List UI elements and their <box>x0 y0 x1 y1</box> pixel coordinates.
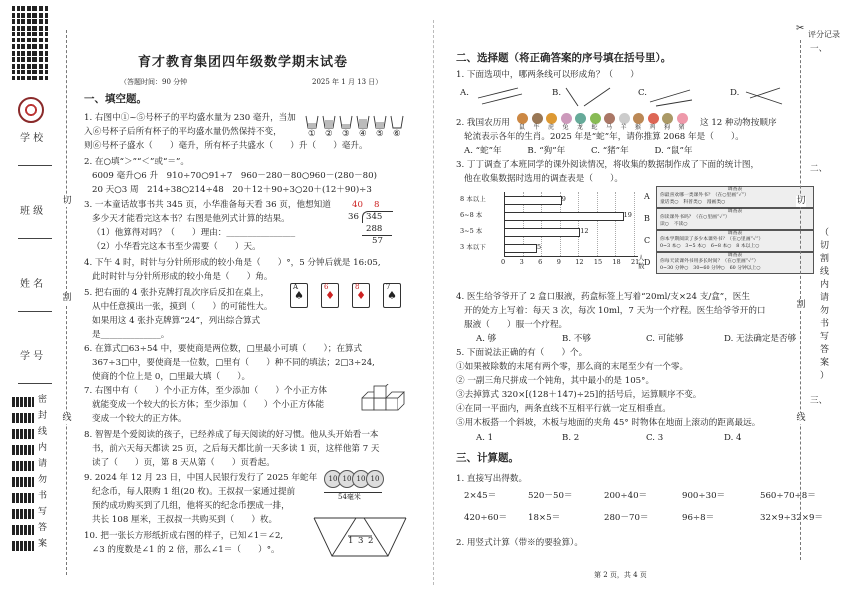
chart-bar <box>504 196 562 205</box>
division-quotient: 8 <box>374 200 380 210</box>
q9-line: 预约成功购买到了几组，他将买的纪念币摆成一排， <box>92 501 290 511</box>
zodiac-name: 鼠 <box>519 124 526 131</box>
survey-options: 0~30 分钟○ 30~60 分钟○ 60 分钟以上○ <box>660 265 761 271</box>
chart-xlabel: 人数 <box>638 254 645 271</box>
section-2-title: 二、选择题（将正确答案的序号填在括号里）。 <box>456 52 672 64</box>
zodiac-animal <box>632 113 645 131</box>
chart-x-tick: 6 <box>538 258 543 266</box>
zodiac-name: 猪 <box>678 124 685 131</box>
s2q3-line: 他在收集数据时选用的调查表是（ ）。 <box>464 174 623 184</box>
cup-label: ① <box>308 129 316 139</box>
seal-char: 勿 <box>38 475 48 485</box>
option-label: D. <box>730 88 740 98</box>
survey-letter: B <box>644 214 650 223</box>
seal-block <box>12 461 34 471</box>
chart-x-tick: 3 <box>519 258 524 266</box>
angle-label: 1 <box>348 536 354 546</box>
division-quotient: 40 <box>352 200 363 210</box>
seal-char: 请 <box>38 459 48 469</box>
chart-gridline <box>578 192 579 256</box>
coin-length: 54毫米 <box>338 493 361 501</box>
scissors-icon: ✂ <box>796 23 805 34</box>
s2q5-line: 5. 下面说法正确的有（ ）个。 <box>456 348 588 358</box>
seal-block <box>12 429 34 439</box>
zodiac-name: 狗 <box>664 124 671 131</box>
seal-char: 答 <box>38 523 48 533</box>
zodiac-animal <box>574 113 587 131</box>
seal-block <box>12 541 34 551</box>
zodiac-face <box>662 113 673 124</box>
seal-char: 密 <box>38 395 48 405</box>
chart-x-tick: 12 <box>575 258 584 266</box>
seal-char: 案 <box>38 539 48 549</box>
id-label: 学 号 <box>20 351 44 362</box>
s2q4-option: B. 不够 <box>562 334 591 344</box>
school-line <box>18 165 52 166</box>
seal-row <box>12 427 50 441</box>
q2-line: 6009 毫升○6 升 910÷70○91÷7 960－280－80○960－(280－80) <box>92 171 377 181</box>
zodiac-animal <box>589 113 602 131</box>
q9-line: 9. 2024 年 12 月 23 日，中国人民银行发行了 2025 年蛇年 <box>84 473 318 483</box>
s2q5-option: C. 3 <box>646 433 664 443</box>
chart-gridline <box>634 192 635 256</box>
score-mark: 一、 <box>810 44 828 54</box>
card-suit: ♠ <box>294 289 304 302</box>
note-char: 勿 <box>820 306 830 316</box>
calc-item: 900÷30＝ <box>682 491 726 501</box>
division-dividend: 345 <box>366 212 383 222</box>
survey-question: 你每天读课外书用多长时间？（在○里画“✓”） <box>660 259 759 265</box>
seal-row <box>12 395 50 409</box>
seal-char: 内 <box>38 443 48 453</box>
long-division-figure <box>348 200 408 248</box>
note-char: 线 <box>820 267 830 277</box>
zodiac-face <box>575 113 586 124</box>
cube-svg <box>360 384 414 418</box>
note-char: 案 <box>820 358 830 368</box>
zodiac-animal <box>545 113 558 131</box>
chart-category: 6~8 本 <box>460 211 483 219</box>
q2-line: 20 天○3 周 214÷38○214÷48 20＋12＋90÷3○20＋(12＋90)÷3 <box>92 185 372 195</box>
cube-figure <box>360 384 414 422</box>
survey-table <box>656 186 814 208</box>
note-char: 内 <box>820 280 830 290</box>
chart-bar <box>504 212 624 221</box>
card-rank: 8 <box>355 283 360 291</box>
option-label: B. <box>552 88 562 98</box>
zodiac-face <box>619 113 630 124</box>
score-mark: 二、 <box>810 164 828 174</box>
zodiac-face <box>590 113 601 124</box>
calc-item: 2×45＝ <box>464 491 497 501</box>
q3-line: （1）他算得对吗？（ ）理由：________________ <box>92 228 296 238</box>
s2q5-item: ⑤用木板搭一个斜坡，木板与地面的夹角 45° 时物体在地面上滚动的距离最远。 <box>456 418 761 428</box>
cup-label: ② <box>325 129 333 139</box>
q1-line: 入⑥号杯子后所有杯子的平均盛水量仍然保持不变， <box>84 127 282 137</box>
angle-label: 2 <box>368 536 374 546</box>
chart-x-tick: 15 <box>593 258 603 266</box>
zodiac-name: 猴 <box>635 124 642 131</box>
seal-char: 线 <box>38 427 48 437</box>
calc-item: 280－70＝ <box>604 513 649 523</box>
survey-head: 调查表 <box>727 253 743 258</box>
zodiac-name: 虎 <box>548 124 555 131</box>
score-mark: 三、 <box>810 396 828 406</box>
chart-x-tick: 0 <box>501 258 506 266</box>
cut-char: 线 <box>796 413 806 423</box>
chart-category: 3 本以下 <box>460 243 486 251</box>
id-line <box>18 383 52 384</box>
seal-row <box>12 443 50 457</box>
seal-row <box>12 507 50 521</box>
seal-row <box>12 411 50 425</box>
seal-char: 书 <box>38 491 48 501</box>
zodiac-name: 龙 <box>577 124 584 131</box>
survey-table <box>656 208 814 230</box>
calc-item: 560÷70÷8＝ <box>760 491 816 501</box>
note-char: 割 <box>820 254 830 264</box>
zodiac-face <box>517 113 528 124</box>
note-char: 请 <box>820 293 830 303</box>
q8-line: 读了（ ）页，第 8 天从第（ ）页看起。 <box>92 458 275 468</box>
cups-figure <box>304 114 406 139</box>
zodiac-face <box>633 113 644 124</box>
q9-line: 共长 108 厘米，王叔叔一共购买到（ ）枚。 <box>92 515 278 525</box>
s2q4-option: C. 可能够 <box>646 334 684 344</box>
s3q1-line: 1. 直接写出得数。 <box>456 474 528 484</box>
q2-line: 2. 在○填“＞”“＜”或“＝”。 <box>84 157 189 167</box>
survey-head: 调查表 <box>727 231 743 236</box>
s2q5-option: D. 4 <box>724 433 742 443</box>
survey-question: 你最喜欢哪一类课外书？（在○里画“✓”） <box>660 193 749 199</box>
survey-letter: D <box>644 258 651 267</box>
cup-label: ④ <box>359 129 367 139</box>
coin: 10 <box>352 470 370 488</box>
survey-letter: A <box>644 192 650 201</box>
seal-char: 封 <box>38 411 48 421</box>
zodiac-strip <box>516 113 692 133</box>
page-title: 育才教育集团四年级数学期末试卷 <box>138 55 349 70</box>
calc-item: 520－50＝ <box>528 491 573 501</box>
q10-line: ∠3 的度数是∠1 的 2 倍，那么∠1＝（ ）°。 <box>92 545 280 555</box>
zodiac-face <box>546 113 557 124</box>
s2q4-option: D. 无法确定是否够 <box>724 334 797 344</box>
survey-options: 0~3 本○ 3~5 本○ 6~8 本○ 8 本以上○ <box>660 243 760 249</box>
poker-card <box>290 283 308 308</box>
survey-table <box>656 230 814 252</box>
survey-options: 童话类○ 科普类○ 漫画类○ <box>660 199 726 205</box>
cup-label: ⑤ <box>376 129 384 139</box>
seal-row <box>12 491 50 505</box>
chart-x-tick: 18 <box>612 258 621 266</box>
card-suit: ♠ <box>387 289 397 302</box>
zodiac-animal <box>531 113 544 131</box>
oral-calc-grid <box>464 491 824 523</box>
page-number: 第 2 页，共 4 页 <box>594 571 647 579</box>
chart-x-tick: 21 <box>631 258 640 266</box>
s2q2-line: 这 12 种动物按顺序 <box>700 118 777 128</box>
s2q5-item: ② 一副三角尺拼成一个钝角，其中最小的是 105°。 <box>456 376 655 386</box>
q1-line: 则⑥号杯子盛水（ ）毫升，所有杯子共盛水（ ）升（ ）毫升。 <box>84 141 368 151</box>
seal-pattern <box>12 44 48 80</box>
survey-table <box>656 252 814 274</box>
seal-pattern <box>12 6 48 42</box>
chart-value: 9 <box>561 195 566 203</box>
s2q2-line: 2. 我国农历用 <box>456 118 510 128</box>
poker-card <box>352 283 370 308</box>
exam-date: 2025 年 1 月 13 日） <box>312 78 383 86</box>
cut-char: 切 <box>796 196 806 206</box>
score-record-title: 评分记录 <box>808 30 840 39</box>
card-suit: ♦ <box>325 289 335 302</box>
s2q5-item: ③去掉算式 320×[(128＋147)÷25]的括号后，运算顺序不变。 <box>456 390 702 400</box>
s2q5-option: A. 1 <box>476 433 494 443</box>
q6-line: 367÷3□中，要使商是一位数，□里有（ ）种不同的填法；2□3÷24, <box>92 358 375 368</box>
chart-bar <box>504 228 580 237</box>
exam-time: （答题时间：90 分钟 <box>120 78 188 86</box>
card-suit: ♦ <box>356 289 366 302</box>
calc-item: 200÷40＝ <box>604 491 648 501</box>
note-char: 写 <box>820 332 830 342</box>
name-label: 姓 名 <box>20 279 44 290</box>
section-3-title: 三、计算题。 <box>456 452 519 464</box>
seal-block <box>12 509 34 519</box>
chart-value: 5 <box>536 243 542 251</box>
cup-label: ③ <box>342 129 350 139</box>
seal-row <box>12 523 50 537</box>
s2q4-option: A. 够 <box>476 334 497 344</box>
q4-line: 此时时针与分针所形成的较小角是（ ）角。 <box>92 272 273 282</box>
zodiac-face <box>677 113 688 124</box>
note-char: 书 <box>820 319 830 329</box>
zodiac-animal <box>560 113 573 131</box>
survey-options: 读○ 不读○ <box>660 221 688 227</box>
q5-line: 是______________。 <box>92 330 170 340</box>
calc-item: 32×9÷32×9＝ <box>760 513 824 523</box>
cut-char: 割 <box>62 293 72 303</box>
zodiac-animal <box>661 113 674 131</box>
reading-bar-chart <box>460 188 645 274</box>
zodiac-face <box>604 113 615 124</box>
card-rank: A <box>293 283 299 291</box>
s2q5-item: ④在同一平面内，两条直线不互相平行就一定互相垂直。 <box>456 404 671 414</box>
q5-line: 5. 把右面的 4 张扑克牌打乱次序后反扣在桌上， <box>84 288 270 298</box>
seal-block <box>12 525 34 535</box>
cut-char: 割 <box>796 300 806 310</box>
s2q4-line: 服液（ ）服一个疗程。 <box>464 320 568 330</box>
zodiac-face <box>648 113 659 124</box>
note-char: （ <box>820 228 830 238</box>
chart-x-tick: 9 <box>556 258 561 266</box>
seal-char: 写 <box>38 507 48 517</box>
zodiac-name: 鸡 <box>649 124 656 131</box>
angle-options <box>460 84 800 110</box>
q7-line: 变成一个较大的正方体。 <box>92 414 187 424</box>
cups-svg <box>304 114 406 139</box>
zodiac-animal <box>516 113 529 131</box>
q5-line: 如果用这 4 张扑克牌算“24”，列出综合算式 <box>92 316 261 326</box>
q7-line: 7. 右图中有（ ）个小正方体，至少添加（ ）个小正方体 <box>84 386 327 396</box>
chart-category: 8 本以上 <box>460 195 486 203</box>
cut-char: 线 <box>62 413 72 423</box>
class-line <box>18 238 52 239</box>
chart-axis <box>504 256 638 257</box>
coin: 10 <box>366 470 384 488</box>
fold-figure <box>312 514 408 564</box>
chart-value: 12 <box>580 227 589 235</box>
s2q3-line: 3. 丁丁调查了本班同学的课外阅读情况，将收集的数据制作成了下面的统计图， <box>456 160 760 170</box>
seal-block <box>12 413 34 423</box>
s2q2-line: 轮流表示各年的生肖。2025 年是“蛇”年，请你推算 2068 年是（ ）。 <box>464 132 744 142</box>
chart-gridline <box>597 192 598 256</box>
cut-char: 切 <box>62 196 72 206</box>
section-1-title: 一、填空题。 <box>84 93 147 105</box>
coin: 10 <box>338 470 356 488</box>
q6-line: 6. 在算式□63÷54 中，要使商是两位数，□里最小可填（ ）；在算式 <box>84 344 363 354</box>
note-char: ） <box>820 371 830 381</box>
q4-line: 4. 下午 4 时，时针与分针所形成的较小角是（ ）°，5 分钟后就是 16:05, <box>84 258 381 268</box>
option-label: A. <box>460 88 469 98</box>
q3-line: （2）小华看完这本书至少需要（ ）天。 <box>92 242 261 252</box>
q10-line: 10. 把一张长方形纸折成右图的样子，已知∠1＝∠2, <box>84 531 284 541</box>
q8-line: 书，前六天每天都读 25 页，之后每天都比前一天多读 1 页，这样他第 7 天 <box>92 444 380 454</box>
note-char: 答 <box>820 345 830 355</box>
calc-item: 420÷60＝ <box>464 513 508 523</box>
zodiac-name: 兔 <box>562 124 569 131</box>
chart-gridline <box>615 192 616 256</box>
seal-block <box>12 445 34 455</box>
note-char: 切 <box>820 241 830 251</box>
poker-card <box>383 283 401 308</box>
zodiac-face <box>561 113 572 124</box>
zodiac-animal <box>618 113 631 131</box>
card-rank: 6 <box>324 283 329 291</box>
angle-label: 3 <box>358 536 364 546</box>
q3-line: 3. 一本童话故事书共 345 页，小华准备每天看 36 页，他想知道 <box>84 200 331 210</box>
chart-bar <box>504 244 537 253</box>
q1-line: 1. 右图中①~⑤号杯子的平均盛水量为 230 毫升，当加 <box>84 113 296 123</box>
q3-line: 多少天才能看完这本书？右图是他列式计算的结果。 <box>92 214 290 224</box>
coin-figure <box>324 470 408 504</box>
school-logo <box>18 97 44 123</box>
s2q5-option: B. 2 <box>562 433 580 443</box>
school-label: 学 校 <box>20 133 44 144</box>
option-label: C. <box>638 88 648 98</box>
zodiac-face <box>532 113 543 124</box>
division-divisor: 36 <box>348 212 359 222</box>
q6-line: 使商的个位上是 0，□里最大填（ ）。 <box>92 372 251 382</box>
coin: 10 <box>324 470 342 488</box>
poker-card <box>321 283 339 308</box>
s2q2-options: A. “蛇”年 B. “狗”年 C. “猪”年 D. “鼠”年 <box>464 146 693 156</box>
survey-head: 调查表 <box>727 209 743 214</box>
survey-tables <box>644 186 814 276</box>
seal-block <box>12 493 34 503</box>
s3q2-line: 2. 用竖式计算（带※的要验算）。 <box>456 538 583 548</box>
s2q1-line: 1. 下面选项中，哪两条线可以形成角？（ ） <box>456 70 639 80</box>
seal-row <box>12 475 50 489</box>
cup-label: ⑥ <box>393 129 401 139</box>
q7-line: 就能变成一个较大的长方体；至少添加（ ）个小正方体能 <box>92 400 325 410</box>
zodiac-animal <box>603 113 616 131</box>
zodiac-name: 马 <box>606 124 613 131</box>
s2q5-item: ①如果被除数的末尾有两个零，那么商的末尾至少有一个零。 <box>456 362 689 372</box>
survey-letter: C <box>644 236 651 245</box>
seal-block <box>12 477 34 487</box>
calc-item: 96÷8＝ <box>682 513 715 523</box>
center-fold <box>433 20 434 585</box>
survey-head: 调查表 <box>727 187 743 192</box>
q8-line: 8. 智智是个爱阅读的孩子，已经养成了每天阅读的好习惯。他从头开始看一本 <box>84 430 379 440</box>
class-label: 班 级 <box>20 206 44 217</box>
division-remainder: 57 <box>372 236 383 246</box>
survey-question: 你读课外书吗？（在○里画“✓”） <box>660 215 730 221</box>
division-product: 288 <box>366 224 383 234</box>
q9-line: 纪念币，每人限购 1 组(20 枚)。王叔叔一家通过提前 <box>92 487 296 497</box>
s2q4-line: 4. 医生给爷爷开了 2 盒口服液，药盒标签上写着“20ml/支×24 支/盒”，医生 <box>456 292 750 302</box>
calc-item: 18×5＝ <box>528 513 561 523</box>
zodiac-animal <box>676 113 689 131</box>
s2q4-line: 开的处方上写着：每天 3 次，每次 10ml，7 天为一个疗程。医生给爷爷开的口 <box>464 306 766 316</box>
seal-block <box>12 397 34 407</box>
zodiac-name: 牛 <box>533 124 540 131</box>
survey-question: 你本学期阅读了多少本课外书？（在○里画“✓”） <box>660 237 764 243</box>
seal-row <box>12 459 50 473</box>
zodiac-name: 羊 <box>620 124 627 131</box>
zodiac-name: 蛇 <box>591 124 598 131</box>
seal-row <box>12 539 50 553</box>
chart-value: 19 <box>623 211 632 219</box>
name-line <box>18 311 52 312</box>
angle-options-svg <box>460 84 800 110</box>
q5-line: 从中任意摸出一张，摸到（ ）的可能性大。 <box>92 302 273 312</box>
card-rank: 7 <box>386 283 391 291</box>
zodiac-animal <box>647 113 660 131</box>
chart-category: 3~5 本 <box>460 227 483 235</box>
